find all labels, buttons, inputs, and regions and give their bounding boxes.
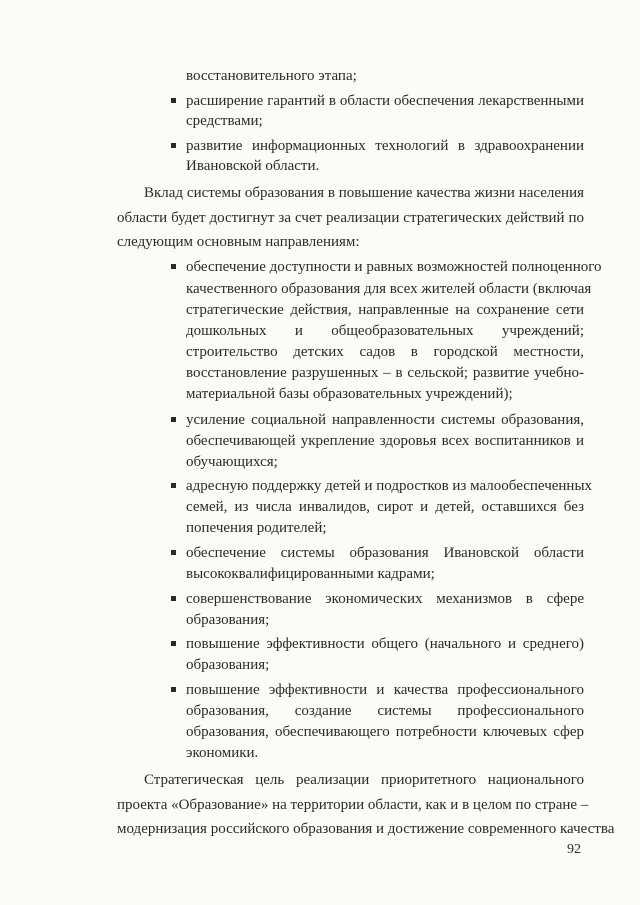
text-line: повышение эффективности общего (начального и среднего)	[186, 636, 584, 652]
text-line: высококвалифицированными кадрами;	[186, 566, 435, 582]
text-line: области будет достигнут за счет реализации стратегических действий по	[117, 210, 584, 226]
text-line: Вклад системы образования в повышение качества жизни населения	[144, 185, 584, 201]
bullet-icon	[171, 143, 176, 148]
text-line: проекта «Образование» на территории области, как и в целом по стране –	[117, 797, 589, 813]
text-line: Стратегическая цель реализации приоритетного национального	[144, 772, 584, 788]
text-line: обеспечение системы образования Ивановской области	[186, 545, 584, 561]
bullet-icon	[171, 596, 176, 601]
text-line: модернизация российского образования и достижение современного качества	[117, 821, 615, 837]
text-line: семей, из числа инвалидов, сирот и детей, оставшихся без	[186, 499, 584, 515]
text-line: совершенствование экономических механизмов в сфере	[186, 591, 584, 607]
text-line: расширение гарантий в области обеспечения лекарственными	[186, 93, 584, 109]
text-line: восстановительного этапа;	[186, 68, 357, 84]
text-line: образования, создание системы профессионального	[186, 703, 584, 719]
page-number: 92	[567, 842, 581, 857]
text-line: попечения родителей;	[186, 520, 327, 536]
text-line: развитие информационных технологий в здравоохранении	[186, 138, 584, 154]
text-line: средствами;	[186, 113, 263, 129]
text-line: адресную поддержку детей и подростков из малообеспеченных	[186, 478, 593, 494]
text-line: качественного образования для всех жителей области (включая	[186, 281, 592, 297]
text-line: экономики.	[186, 745, 259, 761]
bullet-icon	[171, 483, 176, 488]
bullet-icon	[171, 264, 176, 269]
text-line: обеспечивающей укрепление здоровья всех воспитанников и	[186, 433, 584, 449]
text-line: образования, обеспечивающего потребности ключевых сфер	[186, 724, 584, 740]
text-line: строительство детских садов в городской местности,	[186, 344, 584, 360]
text-line: повышение эффективности и качества профессионального	[186, 682, 584, 698]
text-line: усиление социальной направленности системы образования,	[186, 412, 584, 428]
bullet-icon	[171, 687, 176, 692]
bullet-icon	[171, 98, 176, 103]
bullet-icon	[171, 550, 176, 555]
text-line: материальной базы образовательных учреждений);	[186, 386, 513, 402]
text-line: обучающихся;	[186, 454, 278, 470]
text-line: Ивановской области.	[186, 158, 320, 174]
bullet-icon	[171, 417, 176, 422]
text-line: дошкольных и общеобразовательных учреждений;	[186, 323, 584, 339]
text-line: обеспечение доступности и равных возможностей полноценного	[186, 259, 602, 275]
text-line: образования;	[186, 612, 270, 628]
text-line: стратегические действия, направленные на сохранение сети	[186, 302, 584, 318]
text-line: восстановление разрушенных – в сельской; развитие учебно-	[186, 365, 584, 381]
bullet-icon	[171, 641, 176, 646]
text-line: образования;	[186, 657, 270, 673]
text-line: следующим основным направлениям:	[117, 234, 360, 250]
